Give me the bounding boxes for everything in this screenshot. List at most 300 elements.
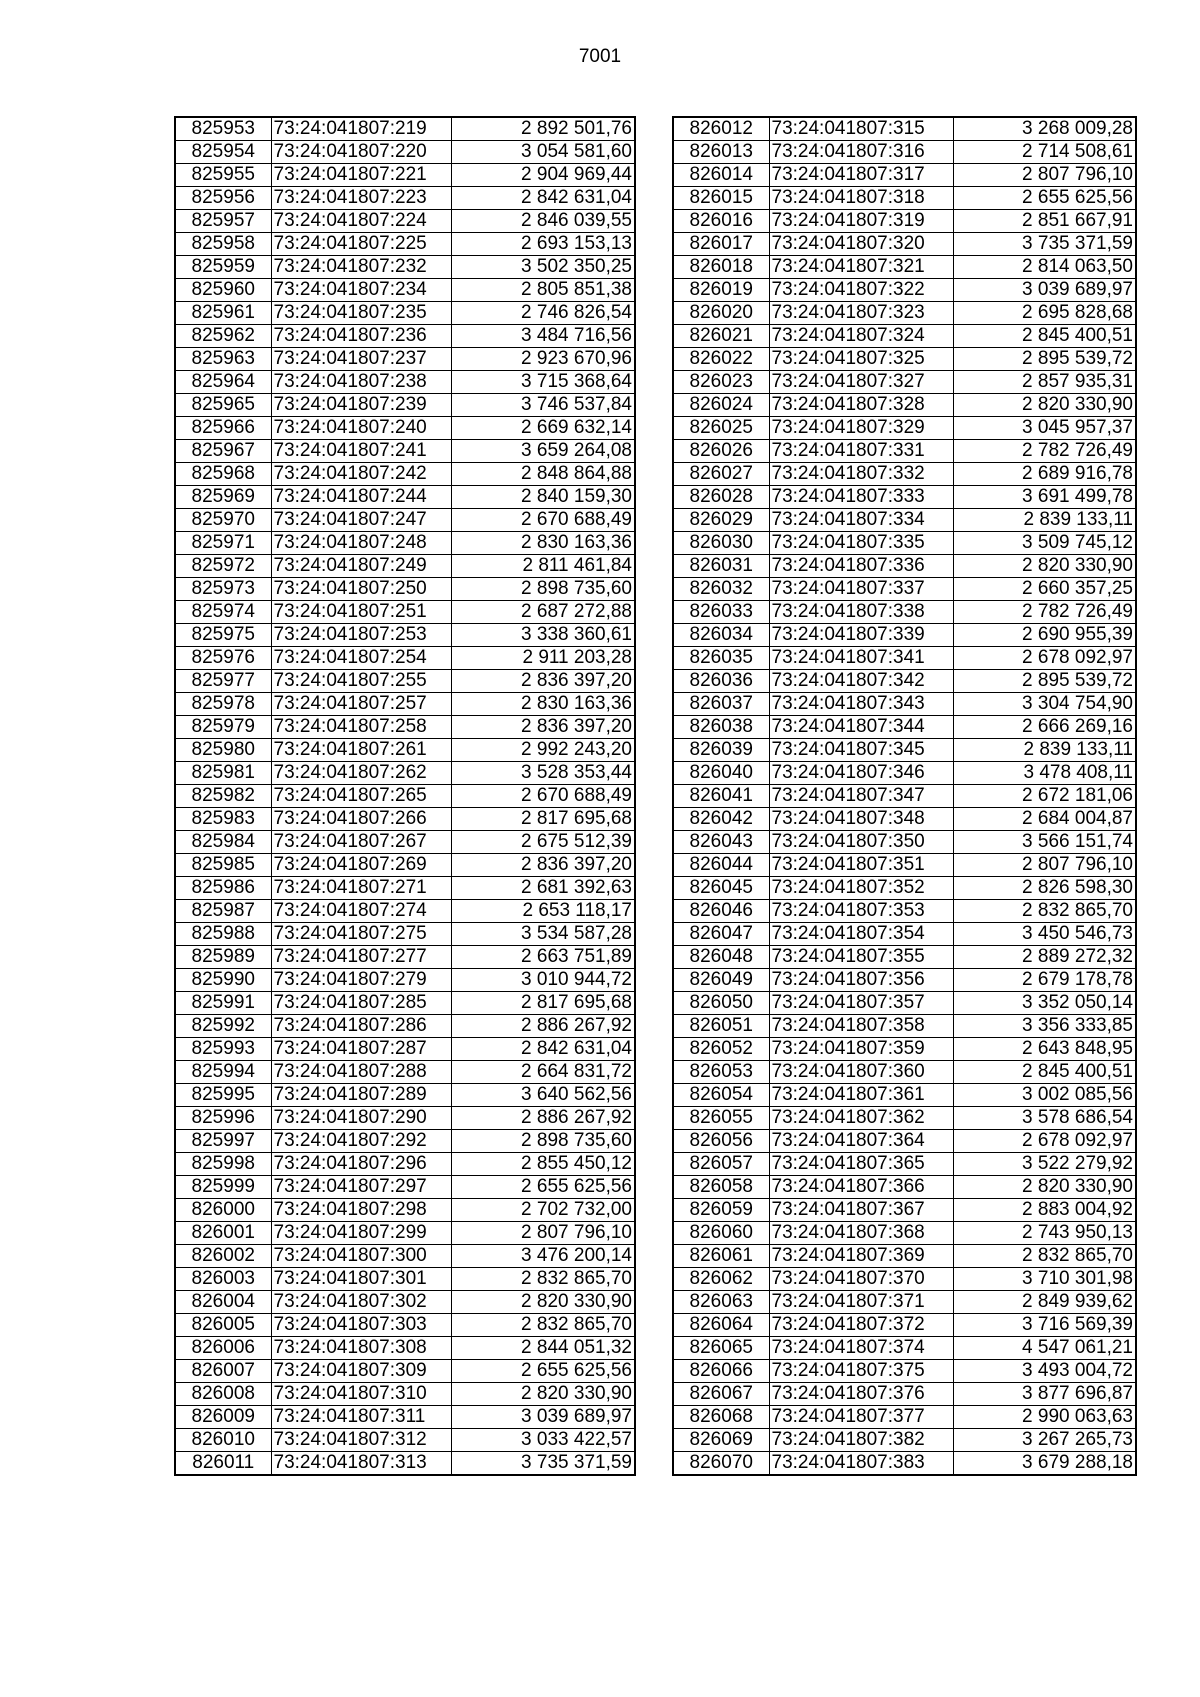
table-row xyxy=(673,739,1136,762)
value-cell: 2 655 625,56 xyxy=(953,187,1136,210)
row-number-cell: 826003 xyxy=(175,1268,271,1291)
row-number-cell: 825968 xyxy=(175,463,271,486)
cadastral-number-cell: 73:24:041807:312 xyxy=(271,1429,451,1452)
value-cell: 2 820 330,90 xyxy=(953,394,1136,417)
table-row xyxy=(673,1383,1136,1406)
value-cell: 2 690 955,39 xyxy=(953,624,1136,647)
row-number-cell: 826015 xyxy=(673,187,769,210)
row-number-cell: 825984 xyxy=(175,831,271,854)
table-row xyxy=(673,1153,1136,1176)
cadastral-number-cell: 73:24:041807:225 xyxy=(271,233,451,256)
table-row xyxy=(175,187,635,210)
value-cell: 2 886 267,92 xyxy=(451,1107,635,1130)
table-row xyxy=(673,233,1136,256)
value-cell: 2 855 450,12 xyxy=(451,1153,635,1176)
table-row xyxy=(175,348,635,371)
cadastral-number-cell: 73:24:041807:351 xyxy=(769,854,953,877)
cadastral-number-cell: 73:24:041807:372 xyxy=(769,1314,953,1337)
table-row xyxy=(673,1199,1136,1222)
cadastral-number-cell: 73:24:041807:224 xyxy=(271,210,451,233)
row-number-cell: 825983 xyxy=(175,808,271,831)
cadastral-number-cell: 73:24:041807:370 xyxy=(769,1268,953,1291)
cadastral-number-cell: 73:24:041807:241 xyxy=(271,440,451,463)
row-number-cell: 826002 xyxy=(175,1245,271,1268)
table-row xyxy=(673,762,1136,785)
row-number-cell: 825954 xyxy=(175,141,271,164)
cadastral-number-cell: 73:24:041807:309 xyxy=(271,1360,451,1383)
row-number-cell: 826033 xyxy=(673,601,769,624)
cadastral-number-cell: 73:24:041807:354 xyxy=(769,923,953,946)
cadastral-number-cell: 73:24:041807:361 xyxy=(769,1084,953,1107)
table-row xyxy=(175,992,635,1015)
table-row xyxy=(175,693,635,716)
row-number-cell: 826054 xyxy=(673,1084,769,1107)
cadastral-number-cell: 73:24:041807:352 xyxy=(769,877,953,900)
value-cell: 3 715 368,64 xyxy=(451,371,635,394)
row-number-cell: 825976 xyxy=(175,647,271,670)
row-number-cell: 825965 xyxy=(175,394,271,417)
cadastral-number-cell: 73:24:041807:277 xyxy=(271,946,451,969)
value-cell: 2 844 051,32 xyxy=(451,1337,635,1360)
table-row xyxy=(175,486,635,509)
table-row xyxy=(673,1015,1136,1038)
row-number-cell: 825982 xyxy=(175,785,271,808)
table-row xyxy=(175,1291,635,1314)
cadastral-table-right xyxy=(672,116,1137,1476)
value-cell: 3 528 353,44 xyxy=(451,762,635,785)
value-cell: 3 450 546,73 xyxy=(953,923,1136,946)
table-row xyxy=(673,1337,1136,1360)
row-number-cell: 826059 xyxy=(673,1199,769,1222)
row-number-cell: 826066 xyxy=(673,1360,769,1383)
cadastral-number-cell: 73:24:041807:376 xyxy=(769,1383,953,1406)
cadastral-number-cell: 73:24:041807:296 xyxy=(271,1153,451,1176)
cadastral-number-cell: 73:24:041807:339 xyxy=(769,624,953,647)
value-cell: 2 830 163,36 xyxy=(451,693,635,716)
row-number-cell: 825994 xyxy=(175,1061,271,1084)
table-row xyxy=(673,532,1136,555)
row-number-cell: 825953 xyxy=(175,117,271,141)
cadastral-number-cell: 73:24:041807:253 xyxy=(271,624,451,647)
table-row xyxy=(175,1406,635,1429)
table-row xyxy=(673,486,1136,509)
value-cell: 2 782 726,49 xyxy=(953,601,1136,624)
value-cell: 3 039 689,97 xyxy=(451,1406,635,1429)
row-number-cell: 826023 xyxy=(673,371,769,394)
value-cell: 2 845 400,51 xyxy=(953,325,1136,348)
value-cell: 2 817 695,68 xyxy=(451,992,635,1015)
row-number-cell: 826016 xyxy=(673,210,769,233)
table-row xyxy=(673,1176,1136,1199)
value-cell: 2 889 272,32 xyxy=(953,946,1136,969)
table-row xyxy=(673,1406,1136,1429)
table-row xyxy=(175,1061,635,1084)
cadastral-number-cell: 73:24:041807:221 xyxy=(271,164,451,187)
table-row xyxy=(673,900,1136,923)
value-cell: 3 338 360,61 xyxy=(451,624,635,647)
cadastral-number-cell: 73:24:041807:334 xyxy=(769,509,953,532)
row-number-cell: 825986 xyxy=(175,877,271,900)
cadastral-number-cell: 73:24:041807:219 xyxy=(271,117,451,141)
row-number-cell: 825992 xyxy=(175,1015,271,1038)
row-number-cell: 825970 xyxy=(175,509,271,532)
table-row xyxy=(175,624,635,647)
cadastral-number-cell: 73:24:041807:254 xyxy=(271,647,451,670)
table-row xyxy=(175,900,635,923)
row-number-cell: 825956 xyxy=(175,187,271,210)
cadastral-number-cell: 73:24:041807:240 xyxy=(271,417,451,440)
row-number-cell: 826017 xyxy=(673,233,769,256)
value-cell: 2 836 397,20 xyxy=(451,716,635,739)
cadastral-number-cell: 73:24:041807:242 xyxy=(271,463,451,486)
value-cell: 3 716 569,39 xyxy=(953,1314,1136,1337)
cadastral-number-cell: 73:24:041807:298 xyxy=(271,1199,451,1222)
table-row xyxy=(175,417,635,440)
cadastral-number-cell: 73:24:041807:322 xyxy=(769,279,953,302)
value-cell: 3 679 288,18 xyxy=(953,1452,1136,1476)
value-cell: 2 845 400,51 xyxy=(953,1061,1136,1084)
row-number-cell: 826053 xyxy=(673,1061,769,1084)
row-number-cell: 826011 xyxy=(175,1452,271,1476)
value-cell: 3 033 422,57 xyxy=(451,1429,635,1452)
cadastral-number-cell: 73:24:041807:374 xyxy=(769,1337,953,1360)
cadastral-number-cell: 73:24:041807:368 xyxy=(769,1222,953,1245)
cadastral-number-cell: 73:24:041807:367 xyxy=(769,1199,953,1222)
value-cell: 2 678 092,97 xyxy=(953,647,1136,670)
cadastral-number-cell: 73:24:041807:344 xyxy=(769,716,953,739)
cadastral-number-cell: 73:24:041807:265 xyxy=(271,785,451,808)
row-number-cell: 825987 xyxy=(175,900,271,923)
value-cell: 3 640 562,56 xyxy=(451,1084,635,1107)
table-row xyxy=(175,1245,635,1268)
value-cell: 2 693 153,13 xyxy=(451,233,635,256)
table-row xyxy=(175,647,635,670)
cadastral-number-cell: 73:24:041807:289 xyxy=(271,1084,451,1107)
value-cell: 2 820 330,90 xyxy=(953,555,1136,578)
value-cell: 3 039 689,97 xyxy=(953,279,1136,302)
table-row xyxy=(175,739,635,762)
cadastral-number-cell: 73:24:041807:274 xyxy=(271,900,451,923)
row-number-cell: 826042 xyxy=(673,808,769,831)
row-number-cell: 826068 xyxy=(673,1406,769,1429)
value-cell: 3 877 696,87 xyxy=(953,1383,1136,1406)
row-number-cell: 826067 xyxy=(673,1383,769,1406)
cadastral-number-cell: 73:24:041807:238 xyxy=(271,371,451,394)
value-cell: 2 846 039,55 xyxy=(451,210,635,233)
cadastral-number-cell: 73:24:041807:355 xyxy=(769,946,953,969)
row-number-cell: 826006 xyxy=(175,1337,271,1360)
value-cell: 2 664 831,72 xyxy=(451,1061,635,1084)
cadastral-table-left xyxy=(174,116,636,1476)
row-number-cell: 826046 xyxy=(673,900,769,923)
table-row xyxy=(175,1222,635,1245)
value-cell: 2 746 826,54 xyxy=(451,302,635,325)
cadastral-number-cell: 73:24:041807:220 xyxy=(271,141,451,164)
table-row xyxy=(175,877,635,900)
cadastral-number-cell: 73:24:041807:267 xyxy=(271,831,451,854)
row-number-cell: 826048 xyxy=(673,946,769,969)
table-row xyxy=(175,854,635,877)
cadastral-number-cell: 73:24:041807:257 xyxy=(271,693,451,716)
cadastral-number-cell: 73:24:041807:247 xyxy=(271,509,451,532)
table-row xyxy=(175,117,635,141)
table-row xyxy=(175,532,635,555)
value-cell: 2 898 735,60 xyxy=(451,578,635,601)
table-row xyxy=(175,808,635,831)
cadastral-number-cell: 73:24:041807:251 xyxy=(271,601,451,624)
value-cell: 3 746 537,84 xyxy=(451,394,635,417)
row-number-cell: 825988 xyxy=(175,923,271,946)
table-row xyxy=(175,831,635,854)
value-cell: 3 493 004,72 xyxy=(953,1360,1136,1383)
value-cell: 2 992 243,20 xyxy=(451,739,635,762)
row-number-cell: 825979 xyxy=(175,716,271,739)
cadastral-number-cell: 73:24:041807:348 xyxy=(769,808,953,831)
cadastral-number-cell: 73:24:041807:318 xyxy=(769,187,953,210)
table-row xyxy=(175,394,635,417)
table-row xyxy=(673,808,1136,831)
table-row xyxy=(175,325,635,348)
row-number-cell: 826021 xyxy=(673,325,769,348)
cadastral-number-cell: 73:24:041807:342 xyxy=(769,670,953,693)
table-row xyxy=(175,463,635,486)
value-cell: 2 857 935,31 xyxy=(953,371,1136,394)
table-row xyxy=(673,302,1136,325)
cadastral-number-cell: 73:24:041807:255 xyxy=(271,670,451,693)
table-row xyxy=(175,969,635,992)
row-number-cell: 826044 xyxy=(673,854,769,877)
row-number-cell: 826070 xyxy=(673,1452,769,1476)
cadastral-number-cell: 73:24:041807:236 xyxy=(271,325,451,348)
row-number-cell: 826069 xyxy=(673,1429,769,1452)
cadastral-number-cell: 73:24:041807:258 xyxy=(271,716,451,739)
table-row xyxy=(673,1291,1136,1314)
table-row xyxy=(673,256,1136,279)
cadastral-number-cell: 73:24:041807:290 xyxy=(271,1107,451,1130)
cadastral-number-cell: 73:24:041807:324 xyxy=(769,325,953,348)
value-cell: 2 807 796,10 xyxy=(451,1222,635,1245)
table-row xyxy=(175,509,635,532)
row-number-cell: 825957 xyxy=(175,210,271,233)
table-row xyxy=(673,394,1136,417)
cadastral-number-cell: 73:24:041807:235 xyxy=(271,302,451,325)
value-cell: 2 832 865,70 xyxy=(451,1314,635,1337)
table-row xyxy=(673,624,1136,647)
table-row xyxy=(175,1452,635,1476)
value-cell: 2 672 181,06 xyxy=(953,785,1136,808)
row-number-cell: 825977 xyxy=(175,670,271,693)
row-number-cell: 825960 xyxy=(175,279,271,302)
cadastral-number-cell: 73:24:041807:292 xyxy=(271,1130,451,1153)
value-cell: 3 509 745,12 xyxy=(953,532,1136,555)
row-number-cell: 826051 xyxy=(673,1015,769,1038)
page-number: 7001 xyxy=(578,46,622,67)
cadastral-number-cell: 73:24:041807:223 xyxy=(271,187,451,210)
cadastral-number-cell: 73:24:041807:285 xyxy=(271,992,451,1015)
table-row xyxy=(673,1130,1136,1153)
row-number-cell: 826058 xyxy=(673,1176,769,1199)
value-cell: 2 820 330,90 xyxy=(451,1383,635,1406)
row-number-cell: 825967 xyxy=(175,440,271,463)
value-cell: 2 655 625,56 xyxy=(451,1176,635,1199)
cadastral-number-cell: 73:24:041807:335 xyxy=(769,532,953,555)
table-row xyxy=(673,1061,1136,1084)
row-number-cell: 825995 xyxy=(175,1084,271,1107)
cadastral-number-cell: 73:24:041807:315 xyxy=(769,117,953,141)
row-number-cell: 826040 xyxy=(673,762,769,785)
row-number-cell: 826056 xyxy=(673,1130,769,1153)
table-row xyxy=(673,371,1136,394)
value-cell: 3 534 587,28 xyxy=(451,923,635,946)
cadastral-number-cell: 73:24:041807:271 xyxy=(271,877,451,900)
row-number-cell: 826018 xyxy=(673,256,769,279)
table-row xyxy=(175,1429,635,1452)
table-row xyxy=(175,716,635,739)
table-row xyxy=(673,187,1136,210)
value-cell: 2 990 063,63 xyxy=(953,1406,1136,1429)
value-cell: 2 681 392,63 xyxy=(451,877,635,900)
table-row xyxy=(175,256,635,279)
cadastral-number-cell: 73:24:041807:303 xyxy=(271,1314,451,1337)
row-number-cell: 826057 xyxy=(673,1153,769,1176)
row-number-cell: 826043 xyxy=(673,831,769,854)
cadastral-number-cell: 73:24:041807:297 xyxy=(271,1176,451,1199)
value-cell: 2 895 539,72 xyxy=(953,348,1136,371)
row-number-cell: 825975 xyxy=(175,624,271,647)
row-number-cell: 825999 xyxy=(175,1176,271,1199)
row-number-cell: 825996 xyxy=(175,1107,271,1130)
cadastral-number-cell: 73:24:041807:266 xyxy=(271,808,451,831)
table-row xyxy=(673,647,1136,670)
cadastral-number-cell: 73:24:041807:333 xyxy=(769,486,953,509)
table-row xyxy=(673,440,1136,463)
value-cell: 2 679 178,78 xyxy=(953,969,1136,992)
value-cell: 2 832 865,70 xyxy=(953,900,1136,923)
cadastral-number-cell: 73:24:041807:362 xyxy=(769,1107,953,1130)
row-number-cell: 826047 xyxy=(673,923,769,946)
row-number-cell: 826000 xyxy=(175,1199,271,1222)
table-row xyxy=(673,117,1136,141)
table-row xyxy=(673,969,1136,992)
cadastral-number-cell: 73:24:041807:262 xyxy=(271,762,451,785)
value-cell: 2 670 688,49 xyxy=(451,509,635,532)
cadastral-number-cell: 73:24:041807:347 xyxy=(769,785,953,808)
table-row xyxy=(175,1130,635,1153)
cadastral-number-cell: 73:24:041807:288 xyxy=(271,1061,451,1084)
cadastral-number-cell: 73:24:041807:325 xyxy=(769,348,953,371)
table-row xyxy=(673,463,1136,486)
cadastral-number-cell: 73:24:041807:357 xyxy=(769,992,953,1015)
cadastral-number-cell: 73:24:041807:323 xyxy=(769,302,953,325)
table-row xyxy=(673,279,1136,302)
cadastral-number-cell: 73:24:041807:308 xyxy=(271,1337,451,1360)
cadastral-number-cell: 73:24:041807:329 xyxy=(769,417,953,440)
cadastral-number-cell: 73:24:041807:350 xyxy=(769,831,953,854)
value-cell: 2 743 950,13 xyxy=(953,1222,1136,1245)
row-number-cell: 825993 xyxy=(175,1038,271,1061)
table-row xyxy=(673,1245,1136,1268)
value-cell: 2 892 501,76 xyxy=(451,117,635,141)
table-row xyxy=(175,233,635,256)
cadastral-number-cell: 73:24:041807:313 xyxy=(271,1452,451,1476)
value-cell: 2 820 330,90 xyxy=(451,1291,635,1314)
value-cell: 2 714 508,61 xyxy=(953,141,1136,164)
row-number-cell: 825990 xyxy=(175,969,271,992)
value-cell: 2 678 092,97 xyxy=(953,1130,1136,1153)
cadastral-number-cell: 73:24:041807:248 xyxy=(271,532,451,555)
row-number-cell: 826045 xyxy=(673,877,769,900)
table-row xyxy=(673,555,1136,578)
row-number-cell: 826013 xyxy=(673,141,769,164)
value-cell: 2 669 632,14 xyxy=(451,417,635,440)
value-cell: 3 735 371,59 xyxy=(953,233,1136,256)
row-number-cell: 826022 xyxy=(673,348,769,371)
table-row xyxy=(673,348,1136,371)
row-number-cell: 826038 xyxy=(673,716,769,739)
table-row xyxy=(175,302,635,325)
value-cell: 3 735 371,59 xyxy=(451,1452,635,1476)
cadastral-number-cell: 73:24:041807:366 xyxy=(769,1176,953,1199)
cadastral-number-cell: 73:24:041807:338 xyxy=(769,601,953,624)
value-cell: 3 522 279,92 xyxy=(953,1153,1136,1176)
cadastral-number-cell: 73:24:041807:237 xyxy=(271,348,451,371)
table-row xyxy=(673,854,1136,877)
table-row xyxy=(673,1222,1136,1245)
cadastral-number-cell: 73:24:041807:286 xyxy=(271,1015,451,1038)
table-row xyxy=(673,164,1136,187)
row-number-cell: 826034 xyxy=(673,624,769,647)
value-cell: 2 684 004,87 xyxy=(953,808,1136,831)
row-number-cell: 825959 xyxy=(175,256,271,279)
value-cell: 3 010 944,72 xyxy=(451,969,635,992)
cadastral-number-cell: 73:24:041807:249 xyxy=(271,555,451,578)
row-number-cell: 826052 xyxy=(673,1038,769,1061)
value-cell: 2 689 916,78 xyxy=(953,463,1136,486)
table-row xyxy=(673,141,1136,164)
table-row xyxy=(175,1107,635,1130)
cadastral-number-cell: 73:24:041807:317 xyxy=(769,164,953,187)
table-row xyxy=(673,1084,1136,1107)
value-cell: 2 842 631,04 xyxy=(451,187,635,210)
value-cell: 2 702 732,00 xyxy=(451,1199,635,1222)
row-number-cell: 826019 xyxy=(673,279,769,302)
row-number-cell: 826039 xyxy=(673,739,769,762)
cadastral-number-cell: 73:24:041807:316 xyxy=(769,141,953,164)
table-row xyxy=(175,210,635,233)
value-cell: 2 836 397,20 xyxy=(451,670,635,693)
table-row xyxy=(175,1360,635,1383)
value-cell: 2 898 735,60 xyxy=(451,1130,635,1153)
row-number-cell: 826005 xyxy=(175,1314,271,1337)
row-number-cell: 826064 xyxy=(673,1314,769,1337)
table-row xyxy=(673,1314,1136,1337)
table-row xyxy=(175,670,635,693)
cadastral-number-cell: 73:24:041807:356 xyxy=(769,969,953,992)
row-number-cell: 826010 xyxy=(175,1429,271,1452)
value-cell: 2 911 203,28 xyxy=(451,647,635,670)
table-row xyxy=(175,279,635,302)
row-number-cell: 826025 xyxy=(673,417,769,440)
row-number-cell: 825989 xyxy=(175,946,271,969)
cadastral-number-cell: 73:24:041807:359 xyxy=(769,1038,953,1061)
table-row xyxy=(673,210,1136,233)
row-number-cell: 826009 xyxy=(175,1406,271,1429)
cadastral-number-cell: 73:24:041807:319 xyxy=(769,210,953,233)
table-row xyxy=(673,785,1136,808)
cadastral-number-cell: 73:24:041807:234 xyxy=(271,279,451,302)
cadastral-number-cell: 73:24:041807:369 xyxy=(769,1245,953,1268)
value-cell: 3 356 333,85 xyxy=(953,1015,1136,1038)
